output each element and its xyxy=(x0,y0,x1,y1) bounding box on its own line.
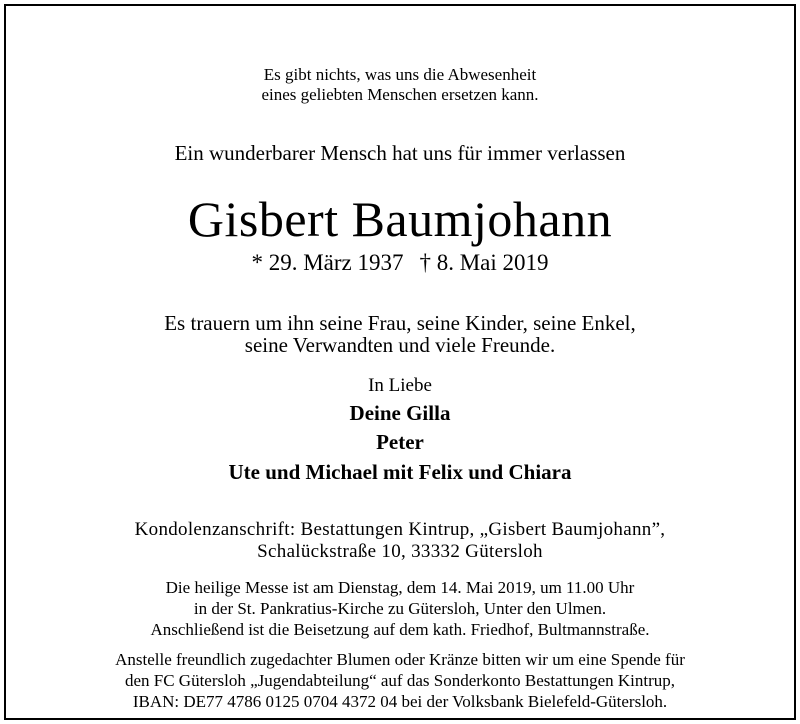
mourners-line-2: seine Verwandten und viele Freunde. xyxy=(244,333,556,357)
messe-line-1: Die heilige Messe ist am Dienstag, dem 14. Mai 2019, um 11.00 Uhr xyxy=(165,578,635,597)
intro-text: Ein wunderbarer Mensch hat uns für immer verlassen xyxy=(174,141,626,165)
messe-line-3: Anschließend ist die Beisetzung auf dem kath. Friedhof, Bultmannstraße. xyxy=(150,620,650,639)
family-line-1: Deine Gilla xyxy=(349,401,451,425)
family-line-2: Peter xyxy=(376,430,424,454)
messe-line-2: in der St. Pankratius-Kirche zu Gütersloh, Unter den Ulmen. xyxy=(193,599,607,618)
mourners-line-1: Es trauern um ihn seine Frau, seine Kinder, seine Enkel, xyxy=(164,311,636,335)
birth-date: * 29. März 1937 xyxy=(251,250,404,275)
spende-line-3: IBAN: DE77 4786 0125 0704 4372 04 bei der Volksbank Bielefeld-Gütersloh. xyxy=(132,692,668,711)
family-line-3: Ute und Michael mit Felix und Chiara xyxy=(228,460,572,484)
obituary-notice xyxy=(4,4,796,720)
kondolenz-line-1: Kondolenzanschrift: Bestattungen Kintrup, „Gisbert Baumjohann”, xyxy=(134,519,666,540)
in-liebe: In Liebe xyxy=(368,375,432,396)
spende-line-1: Anstelle freundlich zugedachter Blumen oder Kränze bitten wir um eine Spende für xyxy=(115,650,685,669)
quote-line-2: eines geliebten Menschen ersetzen kann. xyxy=(261,85,539,104)
life-dates xyxy=(6,251,794,274)
spende-line-2: den FC Gütersloh „Jugendabteilung“ auf das Sonderkonto Bestattungen Kintrup, xyxy=(124,671,676,690)
kondolenz-line-2: Schalückstraße 10, 33332 Gütersloh xyxy=(257,541,543,562)
deceased-name: Gisbert Baumjohann xyxy=(187,191,613,247)
quote-line-1: Es gibt nichts, was uns die Abwesenheit xyxy=(263,65,537,84)
death-date: † 8. Mai 2019 xyxy=(419,250,549,275)
